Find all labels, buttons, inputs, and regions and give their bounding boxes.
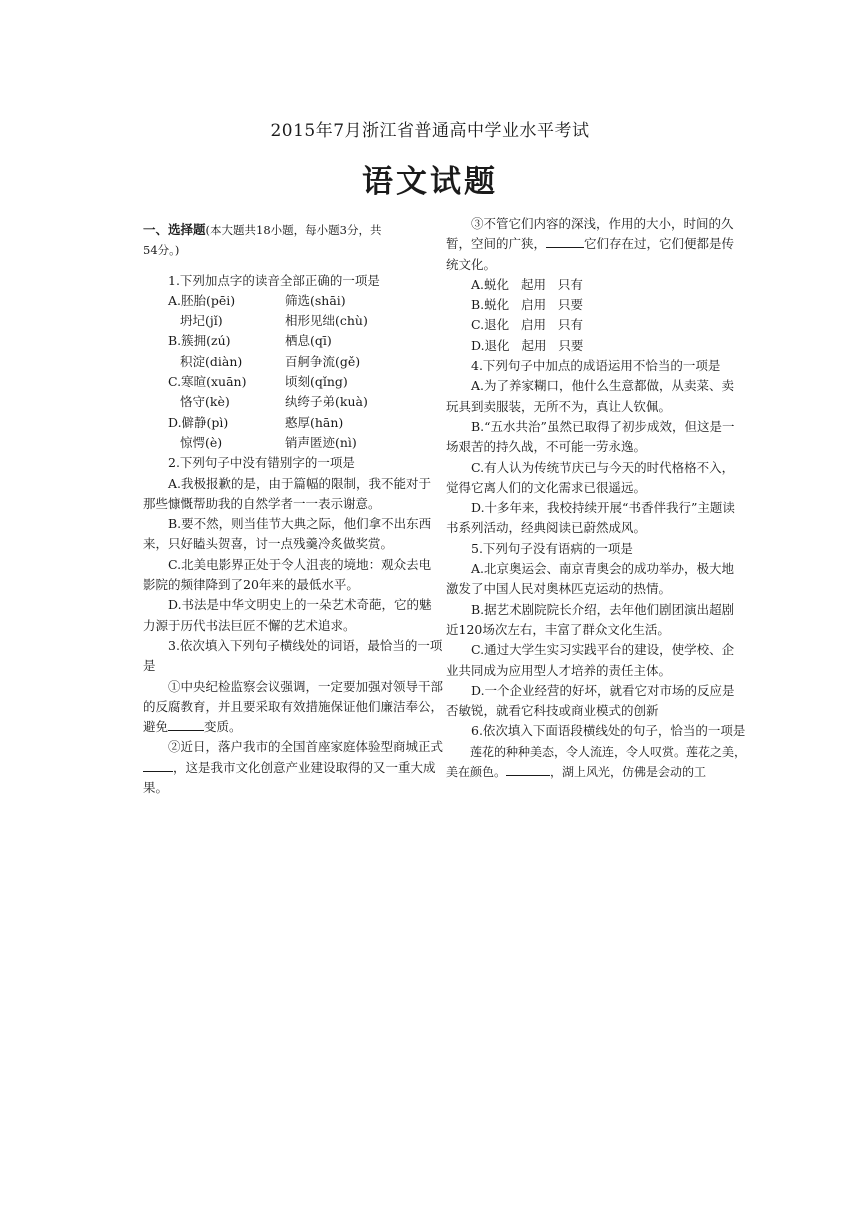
q5-option-c: C.通过大学生实习实践平台的建设，使学校、企业共同成为应用型人才培养的责任主体。 [446,642,735,678]
q1-option-b: B.簇拥(zú) 栖息(qī) [168,333,332,349]
q2-option-c: C.北美电影界正处于令人沮丧的境地：观众去电影院的频律降到了20年来的最低水平。 [143,556,432,593]
q5-option-b: B.据艺术剧院院长介绍，去年他们剧团演出超剧近120场次左右，丰富了群众文化生活。 [446,601,735,637]
subject-title: 语文试题 [362,164,498,200]
q1-option-d: D.僻静(pì) 憨厚(hān) [168,414,344,430]
q4-option-c: C.有人认为传统节庆已与今天的时代格格不入，觉得它离人们的文化需求已很遥远。 [446,459,735,495]
q4-option-d: D.十多年来，我校持续开展“书香伴我行”主题读书系列活动，经典阅读已蔚然成风。 [446,500,735,536]
exam-title: 2015年7月浙江省普通高中学业水平考试 [270,121,590,141]
q1-option-a-2: 坍圮(jǐ) 相形见绌(chù) [180,313,368,329]
q6-stem: 6.依次填入下面语段横线处的句子，恰当的一项是 [471,723,746,739]
q4-option-a: A.为了养家糊口，他什么生意都做，从卖菜、卖玩具到卖服装，无所不为，真让人钦佩。 [446,378,735,414]
q2-option-d: D.书法是中华文明史上的一朵艺术奇葩，它的魅力源于历代书法巨匠不懈的艺术追求。 [143,597,432,633]
q3-option-a: A.蜕化 起用 只有 [471,276,583,292]
q5-stem: 5.下列句子没有语病的一项是 [471,540,633,556]
section-heading: 一、选择题(本大题共18小题，每小题3分，共 [143,222,382,237]
q3-sentence-3: ③不管它们内容的深浅，作用的大小，时间的久暂，空间的广狭， 它们存在过，它们便都是传统文化。 [446,216,735,272]
q1-stem: 1.下列加点字的读音全部正确的一项是 [168,272,380,288]
q3-option-c: C.退化 启用 只有 [471,317,583,333]
q3-option-d: D.退化 起用 只要 [471,337,584,353]
q3-sentence-2: ②近日，落户我市的全国首座家庭体验型商城正式，这是我市文化创意产业建设取得的又一重大成果。 [143,739,443,796]
q3-sentence-1: ①中央纪检监察会议强调，一定要加强对领导干部的反腐教育，并且要采取有效措施保证他们廉洁奉公，避免 变质。 [143,678,443,735]
q3-stem: 3.依次填入下列句子横线处的词语，最恰当的一项是 [143,637,443,674]
q2-stem: 2.下列句子中没有错别字的一项是 [168,455,355,471]
q2-option-a: A.我极报歉的是，由于篇幅的限制，我不能对于那些慷慨帮助我的自然学者一一表示谢意。 [143,475,432,511]
right-column [446,214,746,782]
section-note: 54分。) [143,243,180,258]
q1-option-d-2: 惊愕(è) 销声匿迹(nì) [180,434,357,450]
q6-passage: 莲花的种种美态，令人流连，令人叹赏。莲花之美，美在颜色。 ，湖上风光，仿佛是会动的工 [446,744,746,780]
q1-option-a: A.胚胎(pēi) 筛选(shāi) [168,292,346,308]
q3-option-b: B.蜕化 启用 只要 [471,297,584,313]
left-column [143,214,443,798]
q5-option-a: A.北京奥运会、南京青奥会的成功举办，极大地激发了中国人民对奥林匹克运动的热情。 [446,561,735,597]
q5-option-d: D.一个企业经营的好坏，就看它对市场的反应是否敏锐，就看它科技或商业模式的创新 [446,682,735,719]
q4-stem: 4.下列句子中加点的成语运用不恰当的一项是 [471,358,721,374]
q1-option-b-2: 积淀(diàn) 百舸争流(gě) [180,353,361,369]
q1-option-c: C.寒暄(xuān) 顷刻(qǐng) [168,374,348,390]
q1-option-c-2: 恪守(kè) 纨绔子弟(kuà) [180,394,368,410]
q4-option-b: B.“五水共治”虽然已取得了初步成效，但这是一场艰苦的持久战，不可能一劳永逸。 [446,418,735,455]
q2-option-b: B.要不然，则当佳节大典之际，他们拿不出东西来，只好瞌头贺喜，讨一点残羹冷炙做奖赏。 [143,516,432,552]
